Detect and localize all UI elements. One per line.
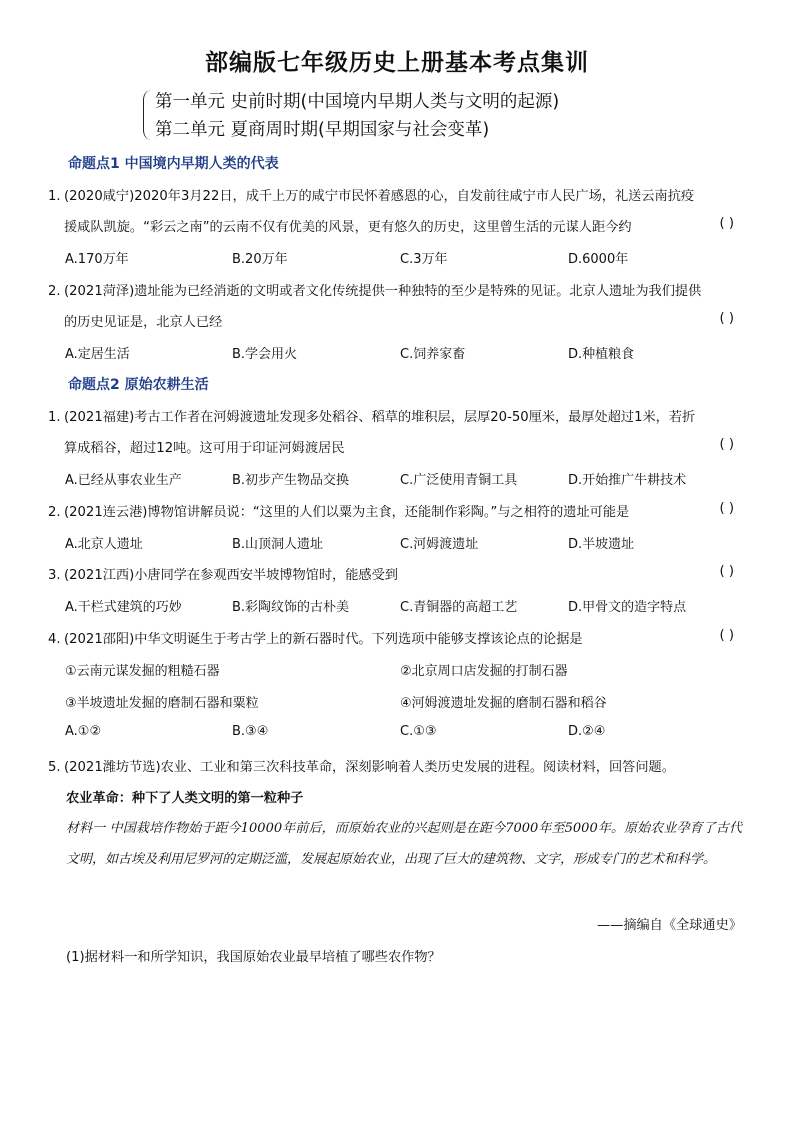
statement-3: ③半坡遗址发掘的磨制石器和粟粒 <box>65 696 259 711</box>
unit-headings <box>143 88 703 144</box>
option-b: B.初步产生物品交换 <box>232 473 350 488</box>
answer-paren: ( ) <box>719 501 734 516</box>
question-2-5 <box>48 756 748 775</box>
statement-1: ①云南元谋发掘的粗糙石器 <box>65 664 220 679</box>
question-text: 算成稻谷，超过12吨。这可用于印证河姆渡居民 <box>64 441 345 456</box>
option-b: B.学会用火 <box>232 347 298 362</box>
option-d: D.半坡遗址 <box>568 537 635 552</box>
question-number: 1. <box>48 410 61 425</box>
option-d: D.②④ <box>568 724 606 739</box>
unit-2-heading: 第二单元 夏商周时期(早期国家与社会变革) <box>155 120 490 140</box>
section-heading-1: 命题点1 中国境内早期人类的代表 <box>68 156 279 172</box>
question-number: 4. <box>48 632 61 647</box>
brace-mark <box>143 90 152 140</box>
question-1-2 <box>48 280 748 299</box>
option-c: C.广泛使用青铜工具 <box>400 473 518 488</box>
question-number: 1. <box>48 189 61 204</box>
option-b: B.20万年 <box>232 252 288 267</box>
answer-paren: ( ) <box>719 216 734 231</box>
question-number: 2. <box>48 505 61 520</box>
question-number: 2. <box>48 284 61 299</box>
question-2-1-cont <box>64 437 748 456</box>
question-text: (2021邵阳)中华文明诞生于考古学上的新石器时代。下列选项中能够支撑该论点的论据是 <box>64 632 583 647</box>
question-2-4 <box>48 628 748 647</box>
question-number: 5. <box>48 760 61 775</box>
page-title: 部编版七年级历史上册基本考点集训 <box>205 50 589 76</box>
option-c: C.①③ <box>400 724 437 739</box>
question-1-1 <box>48 185 748 204</box>
answer-paren: ( ) <box>719 437 734 452</box>
option-d: D.种植粮食 <box>568 347 635 362</box>
question-2-1 <box>48 406 748 425</box>
question-1-2-cont <box>64 311 748 330</box>
option-c: C.河姆渡遗址 <box>400 537 479 552</box>
question-text: 的历史见证是，北京人已经 <box>64 315 223 330</box>
option-a: A.北京人遗址 <box>65 537 143 552</box>
unit-1-heading: 第一单元 史前时期(中国境内早期人类与文明的起源) <box>155 92 560 112</box>
option-a: A.干栏式建筑的巧妙 <box>65 600 182 615</box>
material-passage: 材料一 中国栽培作物始于距今10000年前后，而原始农业的兴起则是在距今7000年至5000年。原始农业孕育了古代文明，如古埃及利用尼罗河的定期泛滥，发展起原始农业，出现了巨大的建筑物、文字，形成专门的艺术和科学。 <box>66 821 742 867</box>
question-text: (2021潍坊节选)农业、工业和第三次科技革命，深刻影响着人类历史发展的进程。阅读材料，回答问题。 <box>64 760 675 775</box>
option-b: B.山顶洞人遗址 <box>232 537 324 552</box>
option-a: A.①② <box>65 724 102 739</box>
question-2-2 <box>48 501 748 520</box>
answer-paren: ( ) <box>719 311 734 326</box>
question-2-3 <box>48 564 748 583</box>
question-1-1-cont <box>64 216 748 235</box>
option-c: C.饲养家畜 <box>400 347 466 362</box>
option-a: A.已经从事农业生产 <box>65 473 182 488</box>
answer-paren: ( ) <box>719 564 734 579</box>
option-a: A.定居生活 <box>65 347 130 362</box>
question-number: 3. <box>48 568 61 583</box>
section-heading-2: 命题点2 原始农耕生活 <box>68 377 209 393</box>
question-text: 援咸队凯旋。“彩云之南”的云南不仅有优美的风景，更有悠久的历史，这里曾生活的元谋人距今约 <box>64 220 632 235</box>
option-d: D.开始推广牛耕技术 <box>568 473 687 488</box>
statement-2: ②北京周口店发掘的打制石器 <box>400 664 568 679</box>
option-c: C.青铜器的高超工艺 <box>400 600 518 615</box>
material-heading: 农业革命：种下了人类文明的第一粒种子 <box>66 791 304 806</box>
sub-question-1: (1)据材料一和所学知识，我国原始农业最早培植了哪些农作物？ <box>66 950 441 965</box>
question-text: (2021江西)小唐同学在参观西安半坡博物馆时，能感受到 <box>64 568 398 583</box>
question-text: (2021菏泽)遗址能为已经消逝的文明或者文化传统提供一种独特的至少是特殊的见证。北京人遗址为我们提供 <box>64 284 702 299</box>
question-text: (2021福建)考古工作者在河姆渡遗址发现多处稻谷、稻草的堆积层，层厚20-50厘米，最厚处超过1米，若折 <box>64 410 696 425</box>
option-d: D.甲骨文的造字特点 <box>568 600 687 615</box>
option-d: D.6000年 <box>568 252 629 267</box>
question-text: (2020咸宁)2020年3月22日，成千上万的咸宁市民怀着感恩的心，自发前往咸宁市人民广场，礼送云南抗疫 <box>64 189 695 204</box>
question-text: (2021连云港)博物馆讲解员说：“这里的人们以粟为主食，还能制作彩陶。”与之相符的遗址可能是 <box>64 505 630 520</box>
option-c: C.3万年 <box>400 252 448 267</box>
option-b: B.彩陶纹饰的古朴美 <box>232 600 350 615</box>
material-source: ——摘编自《全球通史》 <box>596 918 742 933</box>
statement-4: ④河姆渡遗址发掘的磨制石器和稻谷 <box>400 696 607 711</box>
option-a: A.170万年 <box>65 252 129 267</box>
answer-paren: ( ) <box>719 628 734 643</box>
option-b: B.③④ <box>232 724 269 739</box>
